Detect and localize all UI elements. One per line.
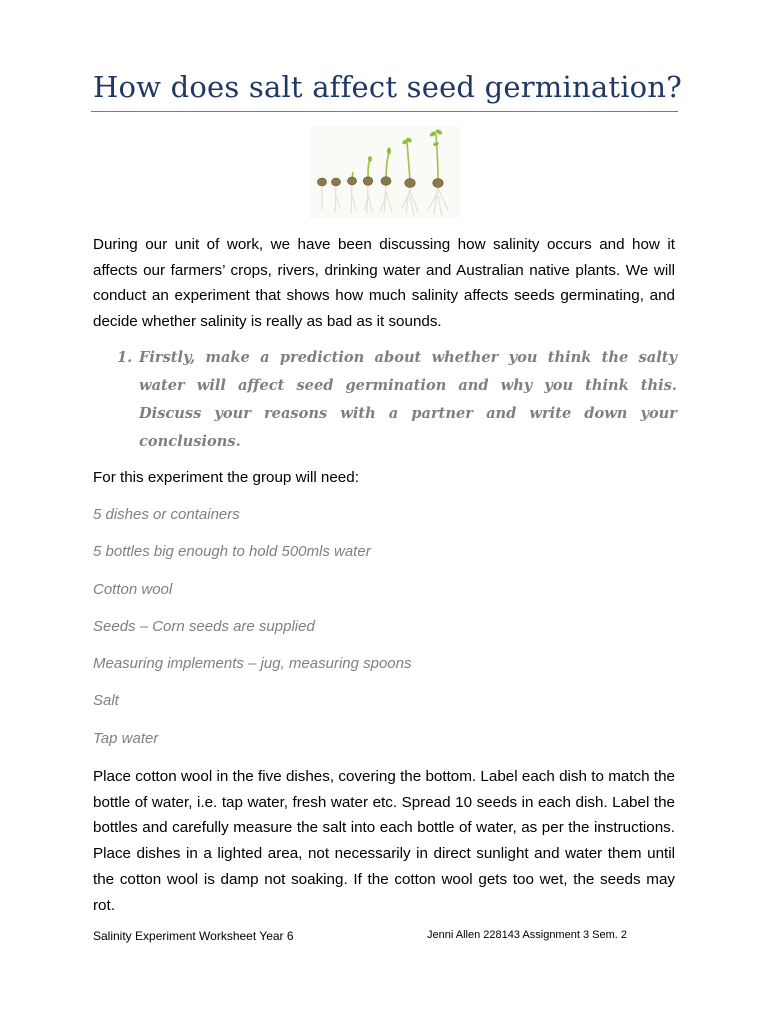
materials-item: Measuring implements – jug, measuring spoons: [93, 655, 412, 673]
materials-list: [93, 502, 412, 763]
footer-left: Salinity Experiment Worksheet Year 6: [93, 929, 294, 943]
question-text: Firstly, make a prediction about whether you think the salty water will affect seed germination and why you think this. Discuss your reasons with a partner and write down your conclusions.: [139, 349, 677, 450]
seed-germination-image: [310, 126, 460, 218]
materials-item: Cotton wool: [93, 580, 173, 598]
footer-right: Jenni Allen 228143 Assignment 3 Sem. 2: [427, 929, 627, 941]
question-number: 1.: [117, 349, 133, 366]
materials-item: Salt: [93, 692, 119, 710]
materials-item: Seeds – Corn seeds are supplied: [93, 617, 315, 635]
materials-heading: For this experiment the group will need:: [93, 469, 359, 486]
title-underline: [91, 111, 678, 112]
question-1: [117, 344, 677, 456]
materials-item: 5 dishes or containers: [93, 506, 240, 523]
intro-paragraph: During our unit of work, we have been discussing how salinity occurs and how it affects our farmers’ crops, rivers, drinking water and Australian native plants. We will conduct an experiment that shows how much salinity affects seeds germinating, and decide whether salinity is really as bad as it sounds.: [93, 236, 675, 331]
materials-item: Tap water: [93, 729, 159, 747]
method-paragraph: Place cotton wool in the five dishes, covering the bottom. Label each dish to match the bottle of water, i.e. tap water, fresh water etc. Spread 10 seeds in each dish. Label the bottles and carefully measure the salt into each bottle of water, as per the instructions. Place dishes in a lighted area, not necessarily in direct sunlight and water them until the cotton wool is damp not soaking. If the cotton wool gets too wet, the seeds may rot.: [93, 768, 675, 914]
materials-item: 5 bottles big enough to hold 500mls water: [93, 543, 371, 561]
page-title: How does salt affect seed germination?: [93, 70, 682, 104]
